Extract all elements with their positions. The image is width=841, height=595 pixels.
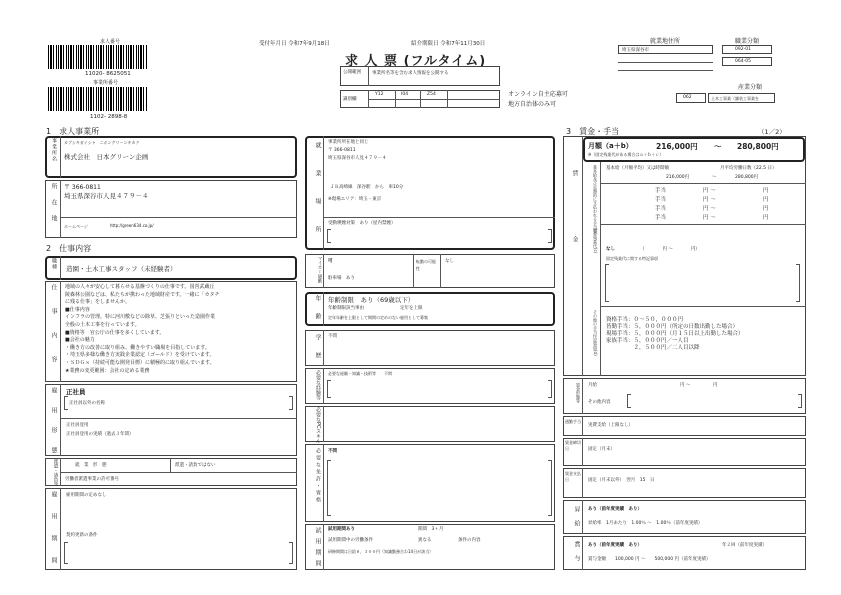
mycar-label: マイカー通勤 bbox=[317, 256, 322, 283]
shokushu-value: 造園・土木工事スタッフ（未経験者） bbox=[66, 265, 177, 273]
shokugyo-2: 064-05 bbox=[735, 59, 751, 64]
shigoto-line: ■会社の魅力 bbox=[65, 337, 95, 344]
keiken-value: 必要な経験・知識・技術等 不問 bbox=[328, 371, 392, 376]
shiharai-label: 賃金支払日 bbox=[565, 471, 581, 482]
shoyo-count: 年２回（前年度実績） bbox=[722, 543, 767, 548]
teate-amount: 円 ～ bbox=[703, 215, 716, 221]
shikibetsu-label: 識別欄 bbox=[343, 97, 357, 102]
gakureki-box bbox=[305, 330, 555, 366]
shugyo-basho-box bbox=[305, 136, 555, 250]
shikibetsu-1: Y12 bbox=[375, 92, 384, 97]
teate-row bbox=[600, 186, 806, 195]
shiharai-box bbox=[563, 468, 806, 498]
keiyaku-label: 契約更新の条件 bbox=[66, 533, 98, 538]
koyo-label: 雇用形態 bbox=[50, 387, 57, 467]
shoyo-amount: 賞与金額 100,000 円 ～ 500,000 円（前年度実績） bbox=[588, 557, 711, 562]
shigoto-line: 地域の人々が安心して暮らせる基盤づくりの仕事です。国営武蔵丘 bbox=[65, 284, 215, 290]
kikan-box bbox=[45, 488, 297, 570]
kihon-label: 基本給（月額平均）又は時間額 bbox=[606, 166, 669, 171]
sangyo-code: 062 bbox=[683, 95, 692, 100]
shiyo-value: 試用期間あり bbox=[328, 527, 355, 532]
shigoto-line: ・埼玉県多様な働き方実践企業認定（ゴールド）を受けています。 bbox=[65, 352, 215, 359]
shugyo-keitai: 就 業 形 態 bbox=[75, 463, 107, 468]
kihon-min: 216,000円 bbox=[666, 175, 690, 180]
shugyo-basho-address: 埼玉県深谷市人見４７９－４ bbox=[328, 156, 387, 161]
getsukyu: 月給 bbox=[588, 383, 597, 388]
sonota-line: 現場手当：５，０００円（月１５日以上出勤した場合） bbox=[606, 331, 744, 337]
shugyo-basho-postal: 〒 366-0811 bbox=[328, 148, 356, 153]
keiken-label: 必要な経験等 bbox=[315, 370, 321, 400]
page-number: （1／2） bbox=[758, 128, 786, 136]
shiharai-value: 固定（月末以外） 翌月 15 日 bbox=[588, 478, 655, 483]
teate-amount: 円 ～ bbox=[703, 188, 716, 194]
jigyosho-address: 埼玉県深谷市人見４７９－４ bbox=[64, 192, 149, 200]
tohyo: 正社員登用 bbox=[66, 423, 89, 428]
kihon-sep: ～ bbox=[712, 175, 717, 180]
kokai-text: 事業所名等を含む求人情報を公開する bbox=[372, 71, 449, 76]
nenrei-label: 年齢 bbox=[314, 295, 321, 331]
shikibetsu-2: I04 bbox=[401, 92, 409, 97]
shigoto-line: 陵森林公園などは、私たちが携わった地域財産です。一緒に「カタチ bbox=[65, 291, 220, 298]
kihon-vlabel: 基本給及び定額的に支払われる手当(a) bbox=[593, 165, 598, 235]
parking: 駐車場 あり bbox=[328, 276, 355, 281]
jigyosho-name-label: 事業所名 bbox=[51, 138, 57, 162]
teate-label: 手当 bbox=[655, 215, 667, 221]
kotei-paren: （ 円 ～ 円） bbox=[640, 247, 700, 252]
tsukin-value: 実費支給（上限なし） bbox=[588, 423, 633, 428]
jigyosho-name: 株式会社 日本グリーン企画 bbox=[64, 153, 149, 161]
haken-value: 派遣・請負ではない bbox=[175, 463, 216, 468]
jigyosho-barcode bbox=[48, 87, 148, 111]
shiyo-detail: 研修期間は日給８，３００円（知識勤務合わ14日が該当） bbox=[328, 549, 434, 554]
teate-yen: 円 bbox=[763, 215, 769, 221]
shigoto-line: インフラの管理。特に河川敷などの除草、芝張りといった造園作業 bbox=[65, 314, 216, 321]
chiho-jichitai: 地方自治体のみ可 bbox=[508, 101, 557, 108]
jigyosho-no: 1102- 2898-8 bbox=[90, 114, 128, 120]
haken-label: 派遣・請負等 bbox=[53, 459, 58, 486]
shiyo-kikan: 期間 3ヶ月 bbox=[418, 527, 444, 532]
shigoto-line: ■資格等 官公庁の仕事を多くしています。 bbox=[65, 329, 165, 336]
teate-row bbox=[600, 213, 806, 222]
kyujin-no: 11020- 8625051 bbox=[85, 71, 131, 77]
shigoto-line: ・働き方の改善に取り組み、働きやすい職場を目指しています。 bbox=[65, 344, 210, 351]
teate-label: 手当 bbox=[655, 206, 667, 212]
kotei-value: なし bbox=[606, 247, 615, 252]
teate-amount: 円 ～ bbox=[703, 206, 716, 212]
shiyo-joken-label: 試用期間中の労働条件 bbox=[328, 538, 373, 543]
gekkyu-min: 216,000円 bbox=[656, 142, 698, 151]
menkyo-box bbox=[305, 444, 555, 522]
shigoto-line: 全般の土木工事を行っています。 bbox=[65, 321, 140, 328]
jigyosho-address-label: 所在地 bbox=[50, 183, 57, 231]
kyujin-barcode bbox=[48, 45, 148, 69]
shimebi-label: 賃金締切日 bbox=[565, 440, 581, 451]
gekkyu-note: ※（固定残業代がある場合はａ＋ｂ＋ｃ） bbox=[588, 152, 664, 157]
nenrei-sub: 定年年齢を上限として期間の定めのない雇用として募集 bbox=[328, 315, 428, 320]
shugyo-basho-label: 就業場所 bbox=[314, 142, 321, 254]
chingin-keitai-label: 賃金形態等 bbox=[576, 383, 581, 403]
tenkin-label: 転勤の可能性 bbox=[416, 259, 436, 271]
sec3-heading: 3 賃金・手当 bbox=[566, 127, 620, 136]
shokyu-label: 昇給 bbox=[573, 506, 580, 534]
kokai-label: 公開範囲 bbox=[343, 70, 361, 75]
sonota-line: 資格手当：０～５０，０００円 bbox=[606, 317, 684, 323]
chingin-label: 賃金 bbox=[571, 170, 578, 302]
sonota-naiyo: その他内容 bbox=[588, 400, 611, 405]
shokugyo-1: 092-01 bbox=[735, 47, 751, 52]
shugyo-area: ※現場エリア：埼玉・東京 bbox=[328, 197, 382, 202]
sonota-line: 家族手当：５，０００円／一人目 bbox=[606, 338, 689, 344]
jigyosho-furigana: カブシキガイシャ ニホングリーンキカク bbox=[64, 140, 140, 145]
homepage-link[interactable]: http://green634.co.jp/ bbox=[110, 223, 154, 228]
pc-skill-box bbox=[305, 406, 555, 442]
shimebi-value: 固定（月末） bbox=[588, 447, 615, 452]
mycar-value: 可 bbox=[328, 259, 333, 264]
gekkyu-max: 280,800円 bbox=[737, 142, 779, 151]
teate-label: 手当 bbox=[655, 188, 667, 194]
shigoto-line: ■仕事内容 bbox=[65, 306, 90, 313]
pc-skill-label: 必要なPCスキル bbox=[315, 407, 321, 444]
shiyo-label: 試用期間 bbox=[314, 527, 321, 571]
menkyo-value: 不問 bbox=[328, 449, 337, 454]
shigoto-label: 仕事内容 bbox=[50, 284, 57, 380]
homepage-label: ホームページ bbox=[64, 224, 88, 229]
uketsuke-date: 受付年月日 令和7年9月18日 bbox=[259, 41, 330, 47]
sangyo-name: 土木工事業（舗装工事業を bbox=[711, 96, 759, 101]
gekkyu-label: 月額（a＋b） bbox=[588, 142, 633, 150]
nenrei-riyu: 定年を上限 bbox=[400, 306, 423, 311]
kotei-vlabel: 固定残業代(c) bbox=[593, 228, 598, 254]
shoyo-label: 賞与 bbox=[573, 541, 580, 569]
kihon-max: 280,800円 bbox=[735, 175, 759, 180]
shimebi-box bbox=[563, 438, 806, 466]
teate-label: 手当 bbox=[655, 197, 667, 203]
jigyosho-no-label: 事業所番号 bbox=[93, 80, 119, 86]
teate-amount: 円 ～ bbox=[703, 197, 716, 203]
sonota-content bbox=[606, 317, 801, 352]
sonota-line: ２，５００円／二人目以降 bbox=[606, 345, 700, 351]
sangyo-label: 産業分類 bbox=[738, 84, 763, 91]
gakureki-value: 不問 bbox=[328, 334, 337, 339]
tsukin-label: 通勤手当 bbox=[565, 419, 581, 424]
teate-yen: 円 bbox=[763, 197, 769, 203]
shigoto-line: に残る仕事」をしませんか。 bbox=[65, 299, 131, 306]
nenrei-riyu-label: 年齢制限該当事由 bbox=[328, 306, 364, 311]
kyujin-no-label: 求人番号 bbox=[100, 39, 121, 45]
page-title: 求 人 票 (フルタイム) bbox=[345, 54, 487, 69]
judoku-taisaku: 受動喫煙対策 あり（屋内禁煙） bbox=[328, 221, 396, 226]
shugyo-address-value: 埼玉県深谷市 bbox=[622, 48, 649, 53]
teate-row bbox=[600, 204, 806, 213]
jigyosho-postal: 〒 366-0811 bbox=[64, 184, 101, 191]
teate-row bbox=[600, 195, 806, 204]
sec1-heading: 1 求人事業所 bbox=[46, 127, 100, 136]
kikan-label: 雇用期間 bbox=[50, 491, 57, 579]
shokushu-label: 職種 bbox=[51, 258, 57, 270]
menkyo-label: 必要な免許・資格 bbox=[315, 448, 321, 504]
shiyo-joken: 異なる bbox=[418, 538, 432, 543]
heikin-label: 月平均労働日数（22.5 日） bbox=[720, 166, 777, 171]
kikan-value: 雇用期間の定めなし bbox=[66, 493, 107, 498]
sonota-line: 皆勤手当：５，０００円（所定の日数出勤した場合） bbox=[606, 324, 739, 330]
shikibetsu-3: Z54 bbox=[427, 92, 436, 97]
shokyu-value: あり（前年度実績 あり） bbox=[588, 507, 642, 512]
kotei-note: 固定残業代に関する特記事項 bbox=[606, 256, 658, 261]
shigoto-line: ・ＳＤＧｓ（持続可能な開発目標）に積極的に取り組んでいます。 bbox=[65, 359, 215, 366]
shugyo-basho-same: 事業所所在地と同じ bbox=[328, 140, 369, 145]
gakureki-label: 学歴 bbox=[314, 334, 321, 370]
koyo-value: 正社員 bbox=[66, 388, 86, 396]
shokai-kigen: 紹介期限日 令和7年11月30日 bbox=[411, 41, 486, 47]
tohyo-jisseki: 正社員登用の実績（過去３年間） bbox=[66, 432, 134, 437]
sec2-heading: 2 仕事内容 bbox=[46, 244, 92, 253]
tenkin-value: なし bbox=[445, 259, 454, 264]
shokugyo-label: 職業分類 bbox=[735, 38, 760, 45]
teate-list bbox=[600, 186, 806, 222]
haken-no: 労働者派遣事業の許可番号 bbox=[65, 477, 119, 482]
teate-yen: 円 bbox=[763, 206, 769, 212]
shugyo-access: ＪＲ高崎線 深谷駅 から 車10分 bbox=[330, 185, 404, 190]
nenrei-value: 年齢制限 あり（69歳以下） bbox=[328, 296, 415, 304]
shiyo-naiyo: 条件の内容 bbox=[458, 538, 481, 543]
shoyo-value: あり（前年度実績 あり） bbox=[588, 543, 642, 548]
sonota-vlabel: その他の手当付記事項(d) bbox=[593, 310, 598, 356]
shigoto-line: ★業務の変更範囲：会社の定める業務 bbox=[65, 367, 150, 374]
teate-yen: 円 bbox=[763, 188, 769, 194]
gekkyu-sep: ～ bbox=[714, 142, 722, 151]
getsukyu-range: 円 ～ 円 bbox=[680, 383, 718, 388]
shigoto-content bbox=[65, 284, 293, 375]
koyo-igai-label: 正社員以外の名称 bbox=[69, 401, 105, 406]
online-oubo: オンライン自主応募可 bbox=[508, 91, 568, 98]
shokyu-rate: 昇給率 1月あたり 1.00％ ～ 1.00％（前年度実績） bbox=[588, 521, 703, 526]
shugyo-address-label: 就業地住所 bbox=[650, 38, 681, 45]
